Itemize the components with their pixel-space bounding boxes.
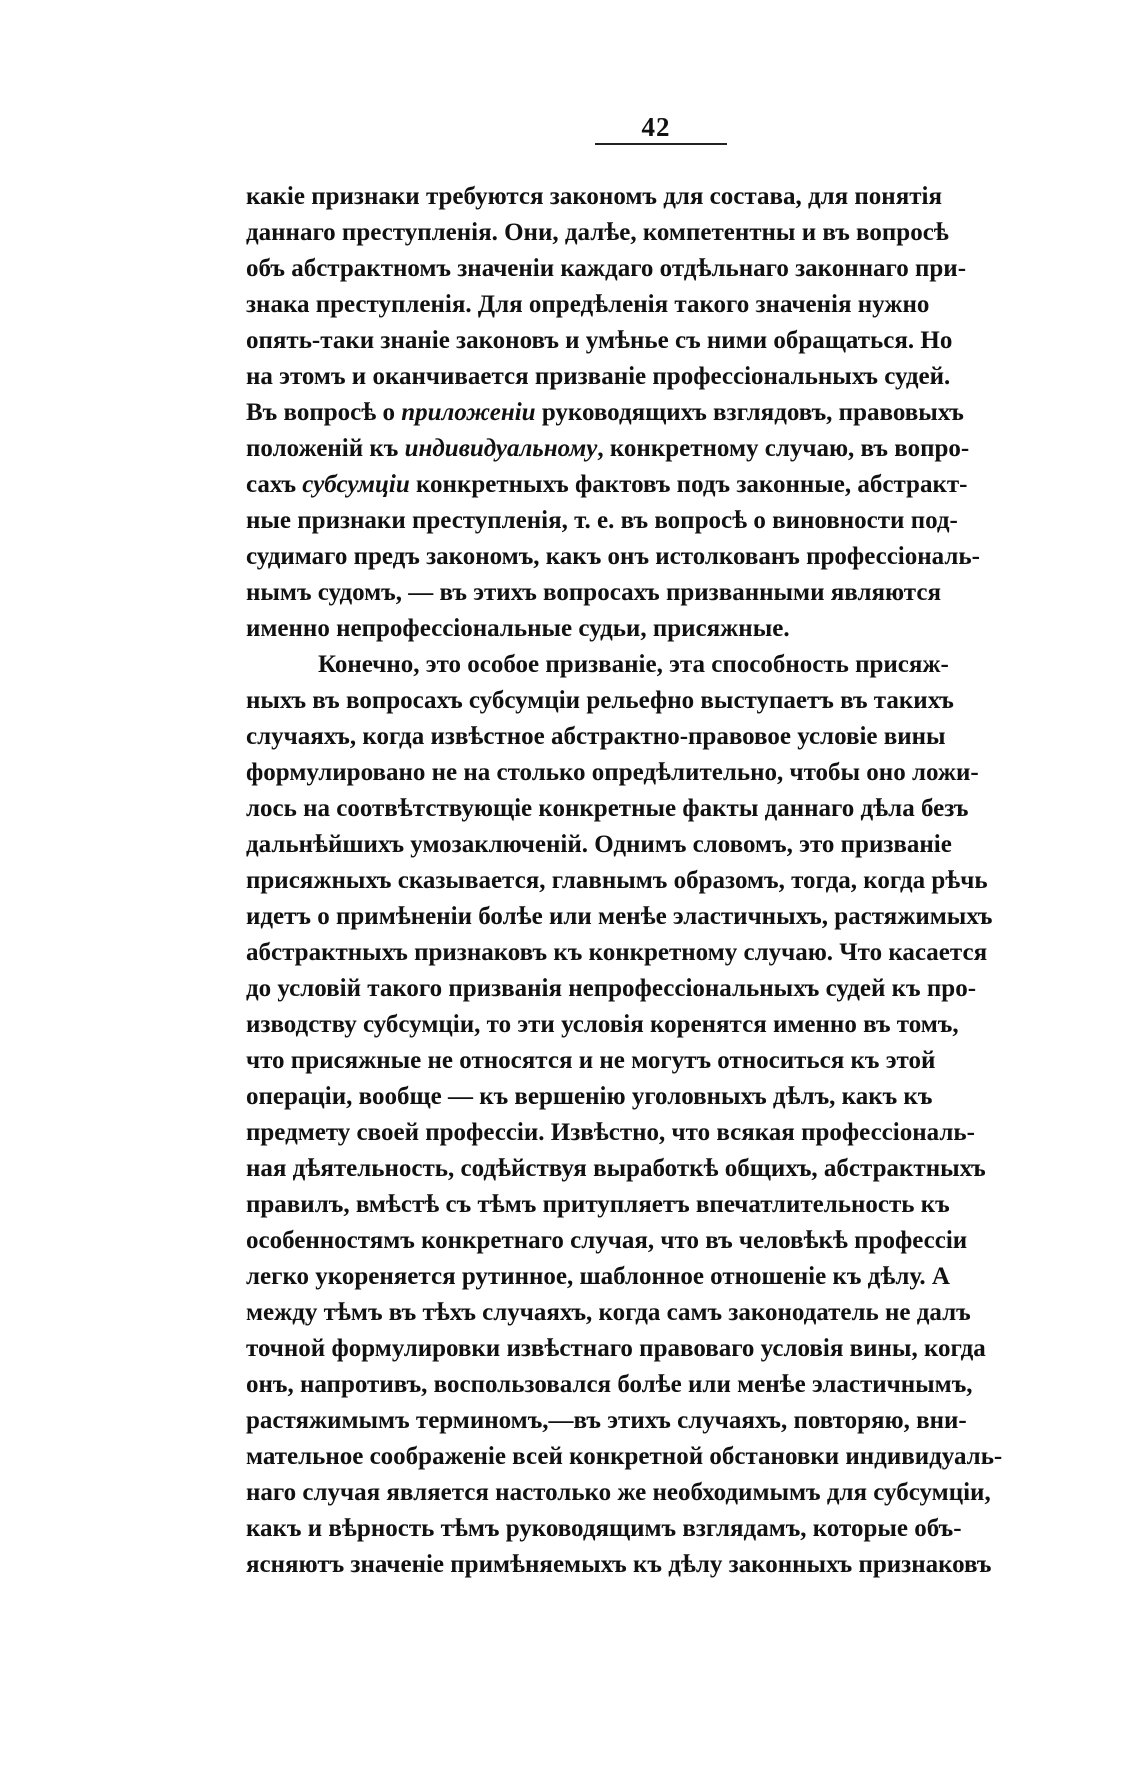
text-line: лось на соотвѣтствующіе конкретные факты даннаго дѣла безъ	[246, 795, 969, 822]
text-line: судимаго предъ закономъ, какъ онъ истолкованъ профессіональ-	[246, 543, 980, 570]
text-line: предмету своей профессіи. Извѣстно, что всякая профессіональ-	[246, 1119, 975, 1146]
text-line: растяжимымъ терминомъ,—въ этихъ случаяхъ, повторяю, вни-	[246, 1407, 967, 1434]
text-line: Конечно, это особое призваніе, эта способность присяж-	[318, 651, 949, 678]
text-line: наго случая является настолько же необходимымъ для субсумціи,	[246, 1479, 991, 1506]
text-line: Въ вопросѣ о приложеніи руководящихъ взглядовъ, правовыхъ	[246, 399, 964, 426]
text-line: абстрактныхъ признаковъ къ конкретному случаю. Что касается	[246, 939, 988, 966]
text-line: особенностямъ конкретнаго случая, что въ человѣкѣ профессіи	[246, 1227, 968, 1254]
text-line: именно непрофессіональные судьи, присяжные.	[246, 615, 790, 642]
text-line: точной формулировки извѣстнаго правоваго условія вины, когда	[246, 1335, 986, 1362]
text-line: какъ и вѣрность тѣмъ руководящимъ взглядамъ, которые объ-	[246, 1515, 962, 1542]
text-line: нымъ судомъ, — въ этихъ вопросахъ призванными являются	[246, 579, 941, 606]
text-line: на этомъ и оканчивается призваніе профессіональныхъ судей.	[246, 363, 951, 390]
italic-term: субсумціи	[302, 471, 410, 498]
body-text	[246, 179, 1070, 1583]
text-line: объ абстрактномъ значеніи каждаго отдѣльнаго законнаго при-	[246, 255, 967, 282]
text-line: опять-таки знаніе законовъ и умѣнье съ ними обращаться. Но	[246, 327, 953, 354]
text-line: сахъ субсумціи конкретныхъ фактовъ подъ законные, абстракт-	[246, 471, 968, 498]
text-line: онъ, напротивъ, воспользовался болѣе или менѣе эластичнымъ,	[246, 1371, 973, 1398]
text-line: идетъ о примѣненіи болѣе или менѣе эластичныхъ, растяжимыхъ	[246, 903, 993, 930]
text-line: изводству субсумціи, то эти условія коренятся именно въ томъ,	[246, 1011, 959, 1038]
text-line: мательное соображеніе всей конкретной обстановки индивидуаль-	[246, 1443, 1003, 1470]
text-line: до условій такого призванія непрофессіональныхъ судей къ про-	[246, 975, 977, 1002]
text-line: легко укореняется рутинное, шаблонное отношеніе къ дѣлу. А	[246, 1263, 950, 1290]
text-line: правилъ, вмѣстѣ съ тѣмъ притупляетъ впечатлительность къ	[246, 1191, 950, 1218]
italic-term: индивидуальному	[404, 435, 598, 462]
page-number-rule	[595, 143, 727, 145]
page-number: 42	[641, 112, 671, 142]
text-line: какіе признаки требуются закономъ для состава, для понятія	[246, 183, 942, 210]
text-line: между тѣмъ въ тѣхъ случаяхъ, когда самъ законодатель не далъ	[246, 1299, 971, 1326]
text-line: ясняютъ значеніе примѣняемыхъ къ дѣлу законныхъ признаковъ	[246, 1551, 992, 1578]
text-line: даннаго преступленія. Они, далѣе, компетентны и въ вопросѣ	[246, 219, 949, 246]
text-line: случаяхъ, когда извѣстное абстрактно-правовое условіе вины	[246, 723, 946, 750]
text-line: ная дѣятельность, содѣйствуя выработкѣ общихъ, абстрактныхъ	[246, 1155, 986, 1182]
text-line: ные признаки преступленія, т. е. въ вопросѣ о виновности под-	[246, 507, 958, 534]
text-line: операціи, вообще — къ вершенію уголовныхъ дѣлъ, какъ къ	[246, 1083, 933, 1110]
text-line: присяжныхъ сказывается, главнымъ образомъ, тогда, когда рѣчь	[246, 867, 988, 894]
text-line: формулировано не на столько опредѣлительно, чтобы оно ложи-	[246, 759, 979, 786]
text-line: знака преступленія. Для опредѣленія такого значенія нужно	[246, 291, 930, 318]
italic-term: приложеніи	[401, 399, 536, 426]
text-line: что присяжные не относятся и не могутъ относиться къ этой	[246, 1047, 936, 1074]
text-line: ныхъ въ вопросахъ субсумціи рельефно выступаетъ въ такихъ	[246, 687, 954, 714]
text-line: дальнѣйшихъ умозаключеній. Однимъ словомъ, это призваніе	[246, 831, 952, 858]
text-line: положеній къ индивидуальному, конкретному случаю, въ вопро-	[246, 435, 970, 462]
